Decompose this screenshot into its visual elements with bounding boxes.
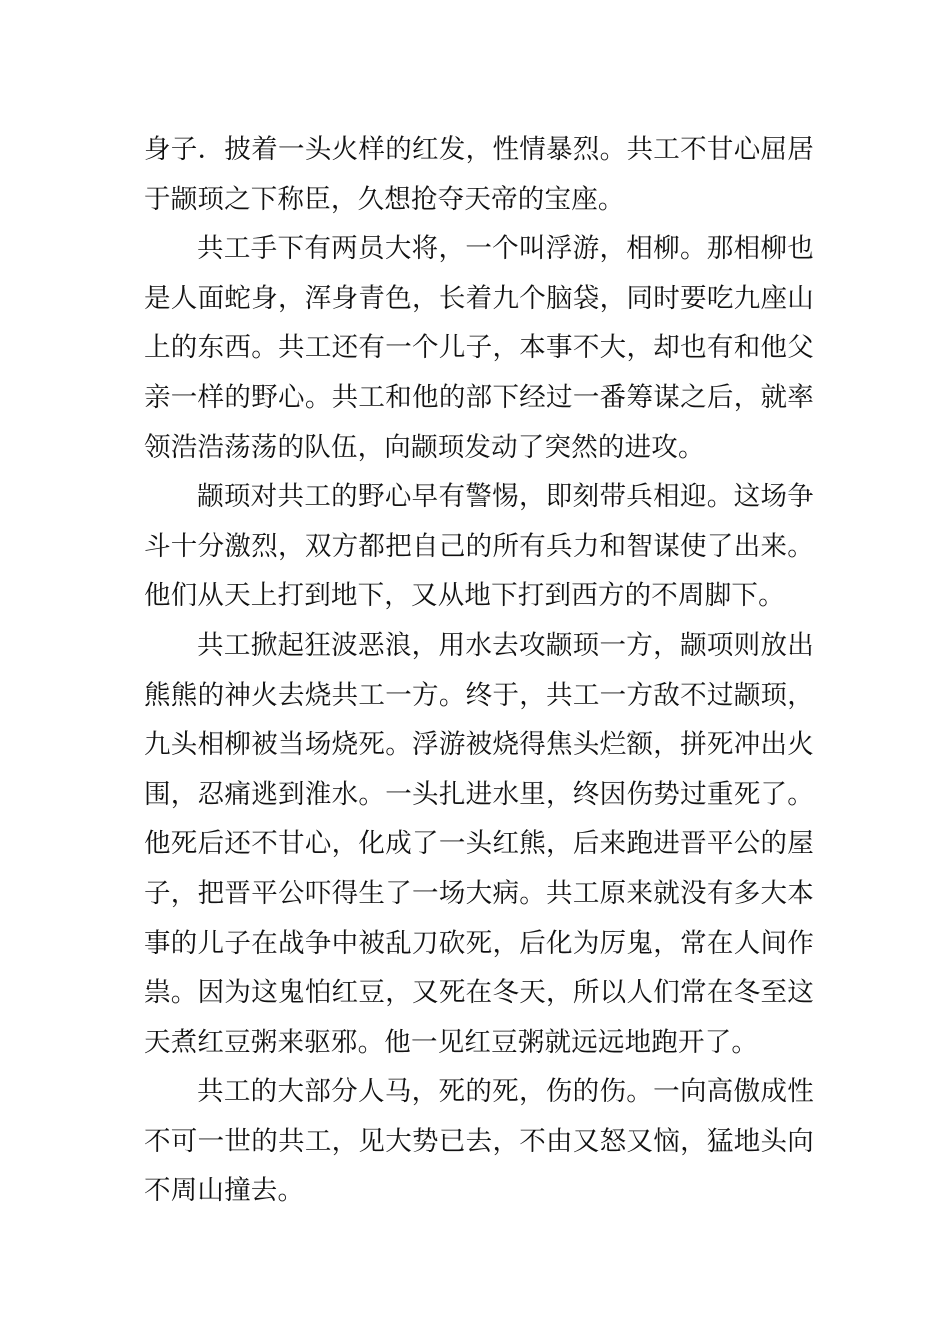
paragraph-5: 共工的大部分人马，死的死，伤的伤。一向高傲成性不可一世的共工，见大势已去，不由又怒又恼，猛地头向不周山撞去。 [144,1076,814,1207]
paragraph-1: 身子．披着一头火样的红发，性情暴烈。共工不甘心屈居于颛顼之下称臣，久想抢夺天帝的宝座。 [144,134,814,215]
paragraph-2: 共工手下有两员大将，一个叫浮游，相柳。那相柳也是人面蛇身，浑身青色，长着九个脑袋，同时要吃九座山上的东西。共工还有一个儿子，本事不大，却也有和他父亲一样的野心。共工和他的部下经过一番筹谋之后，就率领浩浩荡荡的队伍，向颛顼发动了突然的进攻。 [144,233,814,463]
paragraph-3: 颛顼对共工的野心早有警惕，即刻带兵相迎。这场争斗十分激烈，双方都把自己的所有兵力和智谋使了出来。他们从天上打到地下，又从地下打到西方的不周脚下。 [144,481,814,612]
body-text [144,125,814,1216]
paragraph-4: 共工掀起狂波恶浪，用水去攻颛顼一方，颛项则放出熊熊的神火去烧共工一方。终于，共工一方敌不过颛顼，九头相柳被当场烧死。浮游被烧得焦头烂额，拼死冲出火围，忍痛逃到淮水。一头扎进水里，终因伤势过重死了。他死后还不甘心，化成了一头红熊，后来跑进晋平公的屋子，把晋平公吓得生了一场大病。共工原来就没有多大本事的儿子在战争中被乱刀砍死，后化为厉鬼，常在人间作祟。因为这鬼怕红豆，又死在冬天，所以人们常在冬至这天煮红豆粥来驱邪。他一见红豆粥就远远地跑开了。 [144,629,814,1058]
